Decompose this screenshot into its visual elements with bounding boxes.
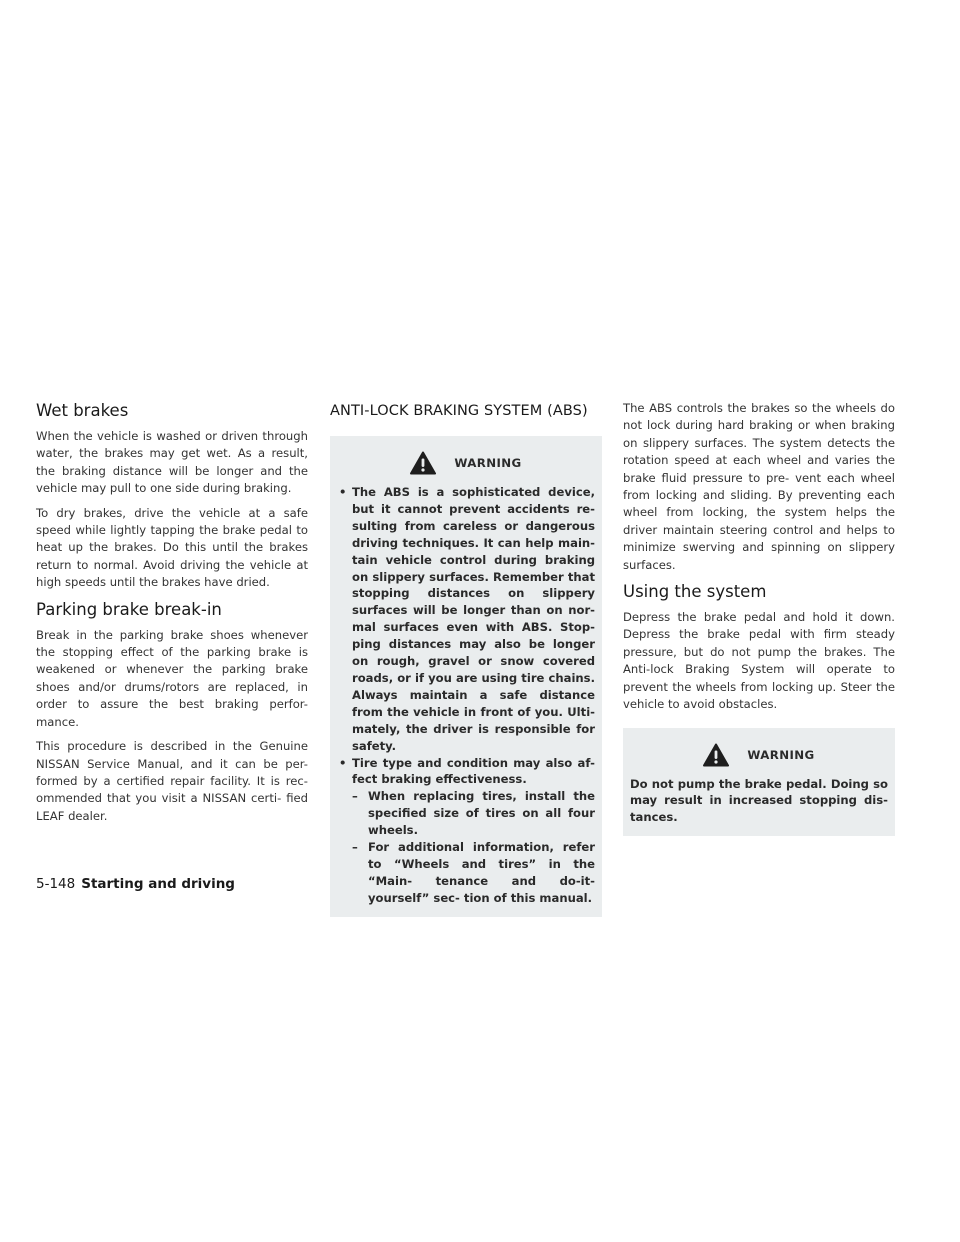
heading-parking-brake: Parking brake break-in	[36, 599, 222, 619]
warning-triangle-icon	[410, 451, 436, 475]
page-footer	[36, 876, 235, 892]
warning-sublist	[352, 788, 595, 906]
warning-title: WARNING	[747, 747, 815, 762]
warning-item	[337, 755, 595, 907]
warning-item: • The ABS is a sophisticated device, but it cannot prevent accidents re- sulting from careless or dangerous driving techniques. It can help main- tain vehicle control during braking on slippery surfaces. Remember that stopping distances on slippery surfaces will be longer than on nor- mal surfaces even with ABS. Stop- ping distances may also be longer on rough, gravel or snow covered roads, or if you are using tire chains. Always maintain a safe distance from the vehicle in front of you. Ulti- mately, the driver is responsible for safety.	[337, 484, 595, 755]
warning-subitem: – For additional information, refer to “Wheels and tires” in the “Main- tenance and do-it-yourself” sec- tion of this manual.	[352, 839, 595, 907]
warning-header	[337, 450, 595, 476]
warning-item-text: Tire type and condition may also af- fect braking effectiveness.	[352, 755, 595, 787]
warning-title: WARNING	[454, 456, 522, 470]
heading-abs: ANTI-LOCK BRAKING SYSTEM (ABS)	[330, 403, 588, 419]
using-system-paragraph: Depress the brake pedal and hold it down. Depress the brake pedal with firm steady pressure, but do not pump the brakes. The Anti-lock Braking System will operate to prevent the wheels from locking up. Steer the vehicle to avoid obstacles.	[623, 610, 895, 712]
warning-list	[337, 484, 595, 907]
pump-warning-box	[623, 728, 895, 837]
column-left	[36, 400, 308, 832]
warning-text: Do not pump the brake pedal. Doing so may result in increased stopping dis- tances.	[630, 776, 888, 825]
heading-wet-brakes: Wet brakes	[36, 401, 129, 420]
parking-brake-paragraph-1: Break in the parking brake shoes whenever the stopping effect of the parking brake is weakened or whenever the parking brake shoes and/or drums/rotors are replaced, in order to assure the best braking perfor- mance.	[36, 627, 308, 729]
warning-header	[630, 742, 888, 768]
wet-brakes-paragraph-1: When the vehicle is washed or driven through water, the brakes may get wet. As a result, the braking distance will be longer and the vehicle may pull to one side during braking.	[36, 429, 308, 496]
wet-brakes-paragraph-2: To dry brakes, drive the vehicle at a safe speed while lightly tapping the brake pedal to heat up the brakes. Do this until the brakes return to normal. Avoid driving the vehicle at high speeds until the brakes have dried.	[36, 505, 308, 590]
column-right	[623, 400, 895, 836]
page-number: 5-148	[36, 876, 76, 892]
warning-triangle-icon	[703, 743, 729, 767]
abs-warning-box	[330, 436, 602, 917]
heading-using-system: Using the system	[623, 582, 767, 602]
column-middle	[330, 400, 602, 917]
abs-description-paragraph: The ABS controls the brakes so the wheels do not lock during hard braking or when braking on slippery surfaces. The system detects the rotation speed at each wheel and varies the brake fluid pressure to pre- vent each wheel from locking and sliding. By preventing each wheel from locking, the system helps the driver maintain steering control and helps to minimize swerving and spinning on slippery surfaces.	[623, 401, 895, 572]
section-title: Starting and driving	[81, 876, 235, 892]
parking-brake-paragraph-2: This procedure is described in the Genuine NISSAN Service Manual, and it can be per- formed by a certified repair facility. It is rec- ommended that you visit a NISSAN certi- fied LEAF dealer.	[36, 739, 308, 823]
warning-subitem: – When replacing tires, install the specified size of tires on all four wheels.	[352, 788, 595, 839]
